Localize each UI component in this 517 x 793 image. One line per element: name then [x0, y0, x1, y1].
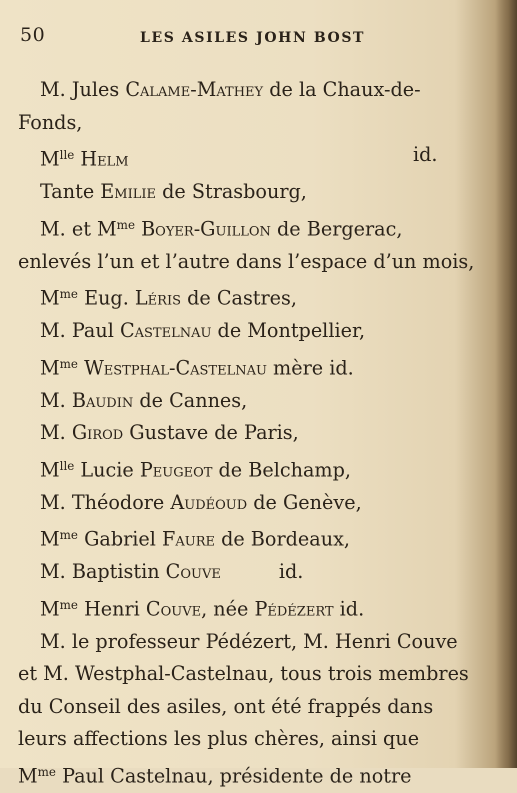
text-line-8: M. Paul Castelnau de Montpellier,	[40, 319, 366, 343]
text-line-18: et M. Westphal-Castelnau, tous trois membres	[18, 662, 469, 686]
text-line-20: leurs affections les plus chères, ainsi que	[18, 727, 420, 751]
text-line-1: M. Jules Calame-Mathey de la Chaux-de-	[40, 78, 421, 101]
page-edge-shadow	[495, 0, 517, 768]
text-line-15: M. Baptistin Couve id.	[40, 560, 304, 584]
page-number: 50	[20, 24, 46, 46]
text-line-3: $M^{lle}$ Helm id.	[40, 143, 438, 171]
text-line-5: M. et $M^{me}$ Boyer-Guillon de Bergerac,	[40, 217, 403, 241]
text-line-9: $M^{me}$ Westphal-Castelnau mère id.	[40, 356, 354, 380]
text-line-14: $M^{me}$ Gabriel Faure de Bordeaux,	[40, 527, 350, 551]
text-line-10: M. Baudin de Cannes,	[40, 388, 248, 412]
page-body	[18, 74, 475, 793]
text-line-21: $M^{me}$ Paul Castelnau, présidente de notre	[18, 764, 412, 788]
running-head: LES ASILES JOHN BOST	[140, 30, 366, 46]
text-line-2: Fonds,	[18, 110, 83, 134]
text-line-13: M. Théodore Audéoud de Genève,	[40, 490, 362, 514]
text-line-7: $M^{me}$ Eug. Léris de Castres,	[40, 286, 297, 310]
text-line-4: Tante Emilie de Strasbourg,	[40, 180, 307, 204]
text-line-19: du Conseil des asiles, ont été frappés dans	[18, 694, 434, 718]
text-line-16: $M^{me}$ Henri Couve, née Pédézert id.	[40, 597, 365, 621]
text-line-6: enlevés l’un et l’autre dans l’espace d’un mois,	[18, 249, 475, 273]
text-line-11: M. Girod Gustave de Paris,	[40, 421, 299, 445]
text-line-12: $M^{lle}$ Lucie Peugeot de Belchamp,	[40, 458, 351, 482]
text-line-17: M. le professeur Pédézert, M. Henri Couve	[40, 629, 458, 653]
